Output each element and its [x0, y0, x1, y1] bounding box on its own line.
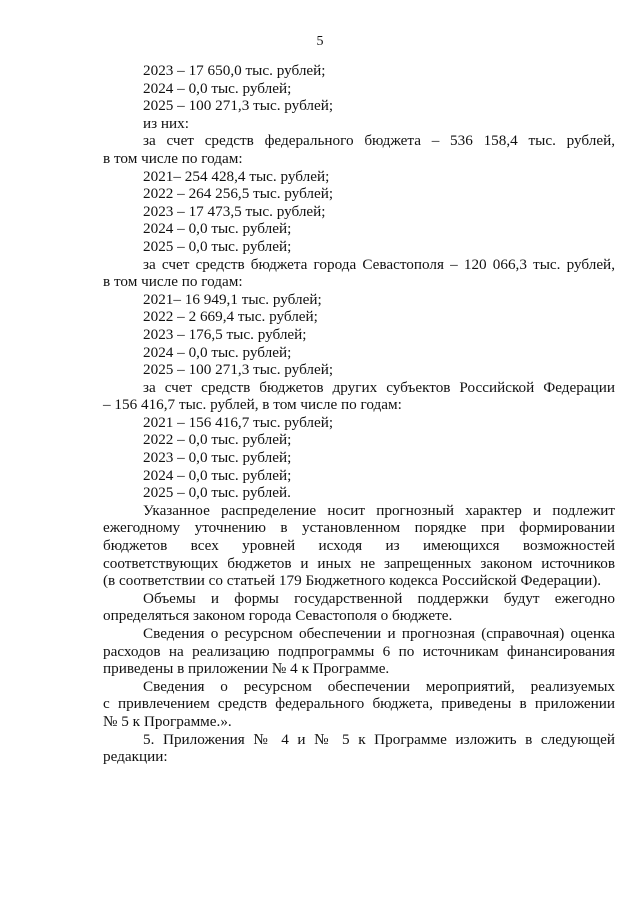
text-line: в том числе по годам:	[103, 273, 243, 291]
text-line: 2025 – 0,0 тыс. рублей.	[143, 484, 291, 502]
text-line: 2025 – 100 271,3 тыс. рублей;	[143, 361, 334, 379]
text-line: 2023 – 0,0 тыс. рублей;	[143, 449, 292, 467]
text-line: бюджетов всех уровней исходя из имеющихся возможностей	[103, 537, 615, 555]
text-line: из них:	[143, 114, 189, 132]
text-line: – 156 416,7 тыс. рублей, в том числе по годам:	[103, 396, 402, 414]
text-line: 2022 – 0,0 тыс. рублей;	[143, 431, 292, 449]
text-line: 2025 – 100 271,3 тыс. рублей;	[143, 97, 334, 115]
text-line: приведены в приложении № 4 к Программе.	[103, 660, 390, 678]
text-line: 2024 – 0,0 тыс. рублей;	[143, 220, 292, 238]
text-line: ежегодному уточнению в установленном порядке при формировании	[103, 519, 615, 537]
text-line: Сведения о ресурсном обеспечении мероприятий, реализуемых	[143, 677, 615, 695]
text-line: 5. Приложения № 4 и № 5 к Программе изложить в следующей	[143, 730, 615, 748]
page-number: 5	[316, 34, 324, 49]
text-line: за счет средств бюджетов других субъектов Российской Федерации	[143, 378, 615, 396]
text-line: 2023 – 17 650,0 тыс. рублей;	[143, 62, 326, 79]
text-line: в том числе по годам:	[103, 149, 243, 167]
text-line: № 5 к Программе.».	[103, 712, 232, 730]
text-line: 2022 – 2 669,4 тыс. рублей;	[143, 308, 318, 326]
text-line: 2021– 254 428,4 тыс. рублей;	[143, 167, 330, 185]
text-line: редакции:	[103, 748, 168, 766]
text-line: Объемы и формы государственной поддержки будут ежегодно	[143, 589, 615, 607]
text-line: 2023 – 176,5 тыс. рублей;	[143, 325, 307, 343]
text-line: 2024 – 0,0 тыс. рублей;	[143, 343, 292, 361]
text-line: 2024 – 0,0 тыс. рублей;	[143, 466, 292, 484]
text-line: за счет средств бюджета города Севастополя – 120 066,3 тыс. рублей,	[143, 255, 615, 273]
text-line: за счет средств федерального бюджета – 536 158,4 тыс. рублей,	[143, 132, 615, 150]
document-body	[103, 62, 615, 766]
text-line: 2021– 16 949,1 тыс. рублей;	[143, 290, 322, 308]
text-line: 2022 – 264 256,5 тыс. рублей;	[143, 185, 334, 203]
text-line: Указанное распределение носит прогнозный характер и подлежит	[143, 501, 615, 519]
text-line: 2024 – 0,0 тыс. рублей;	[143, 79, 292, 97]
text-line: (в соответствии со статьей 179 Бюджетного кодекса Российской Федерации).	[103, 572, 602, 590]
text-line: расходов на реализацию подпрограммы 6 по источникам финансирования	[103, 642, 615, 660]
text-line: соответствующих бюджетов и иных не запрещенных законом источников	[103, 554, 615, 572]
text-line: 2021 – 156 416,7 тыс. рублей;	[143, 413, 334, 431]
text-line: 2023 – 17 473,5 тыс. рублей;	[143, 202, 326, 220]
text-line: определяться законом города Севастополя о бюджете.	[103, 607, 453, 625]
text-line: 2025 – 0,0 тыс. рублей;	[143, 237, 292, 255]
text-line: с привлечением средств федерального бюджета, приведены в приложении	[103, 695, 615, 713]
text-line: Сведения о ресурсном обеспечении и прогнозная (справочная) оценка	[143, 625, 615, 642]
